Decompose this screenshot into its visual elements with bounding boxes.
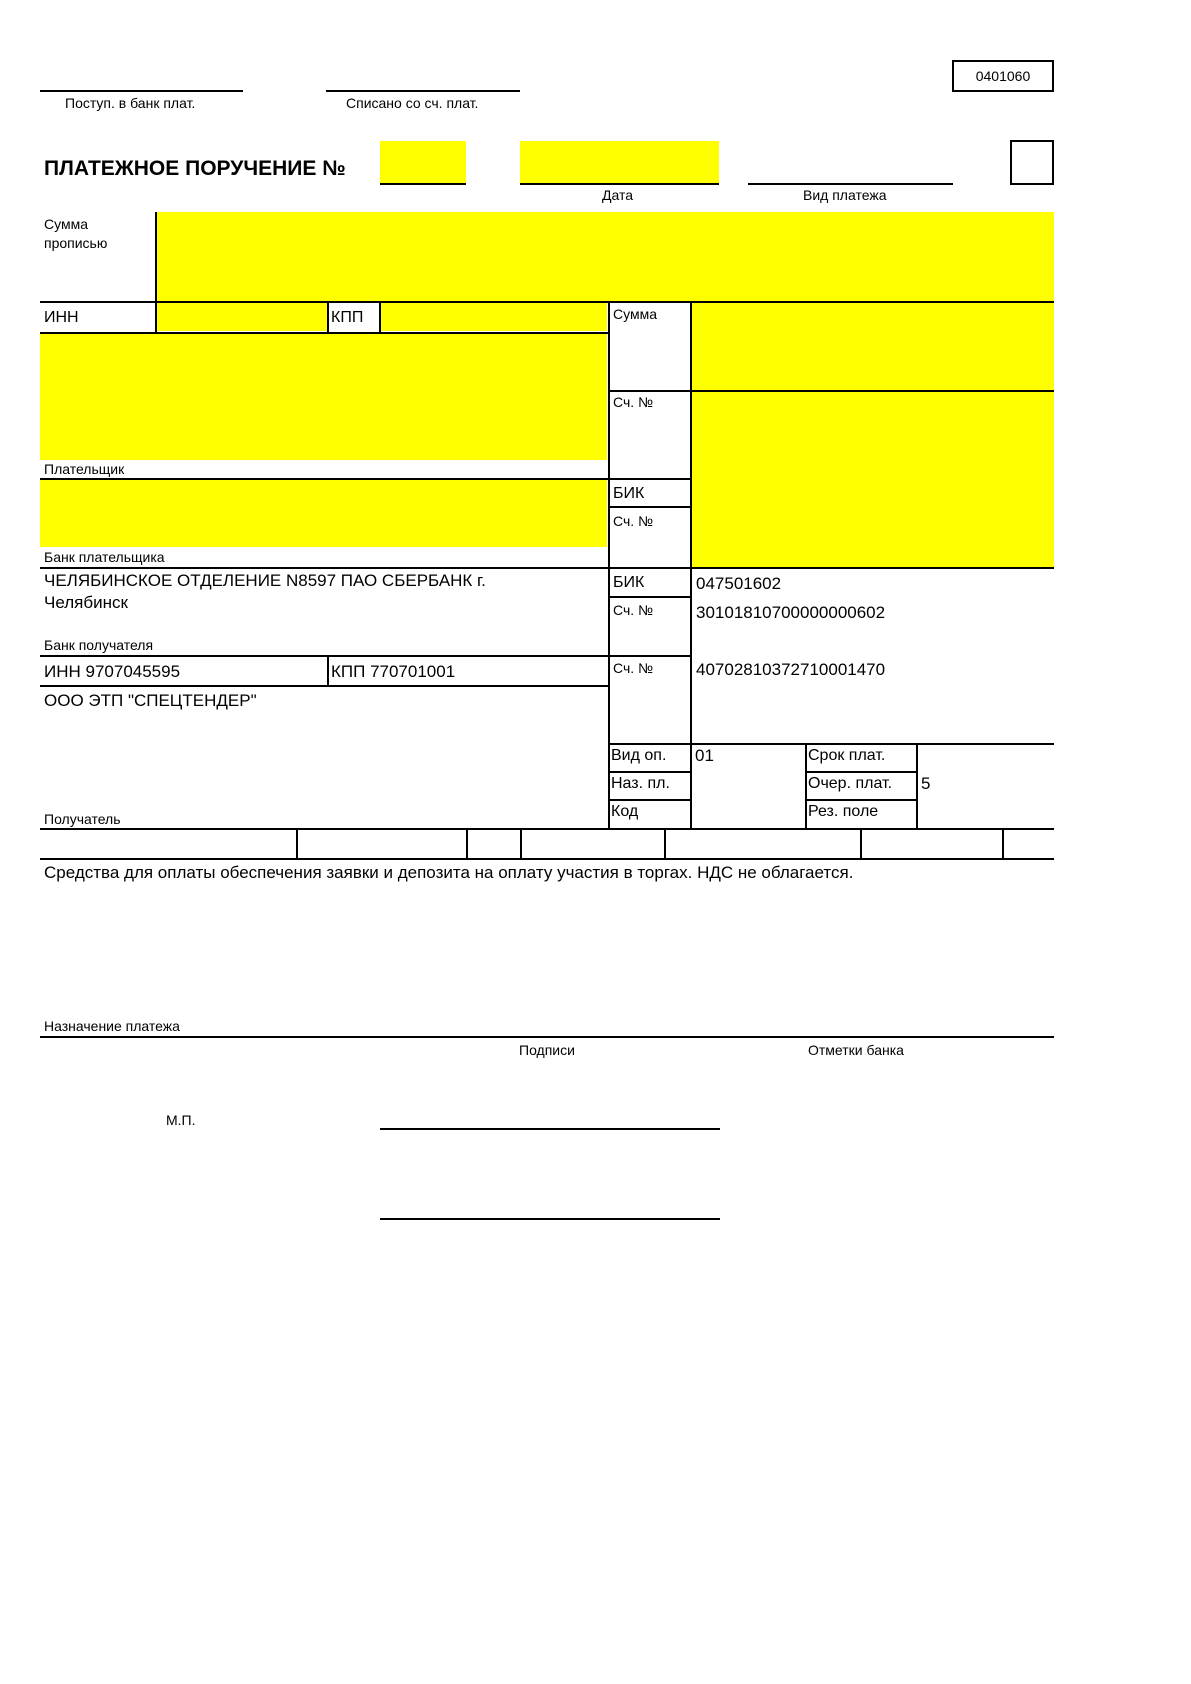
payer-name-field[interactable] xyxy=(40,334,607,460)
vid-op-value: 01 xyxy=(695,746,714,765)
recipient-corr-account-label: Сч. № xyxy=(613,602,654,618)
right-line-478 xyxy=(608,478,691,480)
recipient-account-label: Сч. № xyxy=(613,660,654,676)
recipient-corr-account-value: 30101810700000000602 xyxy=(696,603,886,622)
codes-divider-916 xyxy=(916,743,918,830)
amount-words-label: Сумма прописью xyxy=(44,216,108,251)
recipient-kpp: КПП 770701001 xyxy=(331,662,456,681)
payer-account-label: Сч. № xyxy=(613,394,654,410)
sum-label: Сумма xyxy=(613,306,657,322)
debited-line xyxy=(326,90,520,92)
recipient-account-value: 40702810372710001470 xyxy=(696,660,886,679)
signatures-label: Подписи xyxy=(519,1042,575,1058)
payer-label: Плательщик xyxy=(44,461,125,477)
tax-cell-1 xyxy=(296,828,298,859)
recipient-bank-name: ЧЕЛЯБИНСКОЕ ОТДЕЛЕНИЕ N8597 ПАО СБЕРБАНК г. Челябинск xyxy=(44,571,486,612)
row-line-567 xyxy=(40,567,1054,569)
tax-cell-2 xyxy=(466,828,468,859)
row-line-655 xyxy=(40,655,691,657)
payer-bank-label: Банк плательщика xyxy=(44,549,165,565)
payment-purpose-label: Назначение платежа xyxy=(44,1018,180,1034)
received-label: Поступ. в банк плат. xyxy=(65,95,196,111)
tax-cell-3 xyxy=(520,828,522,859)
payer-kpp-field[interactable] xyxy=(381,303,607,331)
order-number-field[interactable] xyxy=(380,141,466,183)
stamp-label: М.П. xyxy=(166,1112,196,1128)
recipient-inn: ИНН 9707045595 xyxy=(44,662,181,681)
right-line-596 xyxy=(608,596,691,598)
recipient-label: Получатель xyxy=(44,811,121,827)
codes-line-743 xyxy=(608,743,1054,745)
tax-cell-5 xyxy=(860,828,862,859)
payer-inn-label: ИНН xyxy=(44,309,79,326)
codes-line-799b xyxy=(805,799,917,801)
bank-marks-label: Отметки банка xyxy=(808,1042,904,1058)
rez-label: Рез. поле xyxy=(808,803,879,820)
page-title: ПЛАТЕЖНОЕ ПОРУЧЕНИЕ № xyxy=(44,157,346,180)
recipient-bik-value: 047501602 xyxy=(696,574,782,593)
signature-line-1 xyxy=(380,1128,720,1130)
tax-row-top xyxy=(40,828,1054,830)
signature-line-2 xyxy=(380,1218,720,1220)
order-number-line xyxy=(380,183,466,185)
form-code: 0401060 xyxy=(975,68,1031,84)
date-field[interactable] xyxy=(520,141,719,183)
date-line xyxy=(520,183,719,185)
payer-bank-field[interactable] xyxy=(40,480,607,547)
amount-words-field[interactable] xyxy=(157,212,1054,301)
recipient-kpp-divider xyxy=(327,655,329,685)
date-label: Дата xyxy=(602,187,634,203)
recipient-bik-label: БИК xyxy=(613,574,645,591)
codes-line-771b xyxy=(805,771,917,773)
row-line-685 xyxy=(40,685,608,687)
payment-type-label: Вид платежа xyxy=(803,187,887,203)
codes-divider-805 xyxy=(805,743,807,830)
purpose-bottom-line xyxy=(40,1036,1054,1038)
srok-label: Срок плат. xyxy=(808,747,886,764)
payment-purpose-text: Средства для оплаты обеспечения заявки и депозита на оплату участия в торгах. НДС не облагается. xyxy=(44,863,854,882)
right-col-divider-1 xyxy=(608,302,610,830)
payment-type-line xyxy=(748,183,953,185)
payer-accounts-field[interactable] xyxy=(692,392,1054,567)
codes-line-799a xyxy=(608,799,691,801)
codes-line-771a xyxy=(608,771,691,773)
ocher-value: 5 xyxy=(921,774,931,793)
payer-bank-account-label: Сч. № xyxy=(613,513,654,529)
tax-row-bottom xyxy=(40,858,1054,860)
tax-cell-6 xyxy=(1002,828,1004,859)
tax-cell-4 xyxy=(664,828,666,859)
ocher-label: Очер. плат. xyxy=(808,775,893,792)
debited-label: Списано со сч. плат. xyxy=(346,95,479,111)
payer-kpp-label: КПП xyxy=(331,309,364,326)
vid-op-label: Вид оп. xyxy=(611,747,667,764)
recipient-bank-label: Банк получателя xyxy=(44,637,154,653)
payer-inn-field[interactable] xyxy=(157,303,327,331)
received-line xyxy=(40,90,243,92)
amount-field[interactable] xyxy=(692,303,1054,390)
right-line-506 xyxy=(608,506,691,508)
payer-kpp-divider xyxy=(327,302,329,332)
amount-words-divider xyxy=(155,212,157,302)
naz-pl-label: Наз. пл. xyxy=(611,775,670,792)
recipient-name: ООО ЭТП "СПЕЦТЕНДЕР" xyxy=(44,691,257,710)
kod-label: Код xyxy=(611,803,639,820)
status-box[interactable] xyxy=(1010,140,1054,185)
payer-bank-bik-label: БИК xyxy=(613,485,645,502)
